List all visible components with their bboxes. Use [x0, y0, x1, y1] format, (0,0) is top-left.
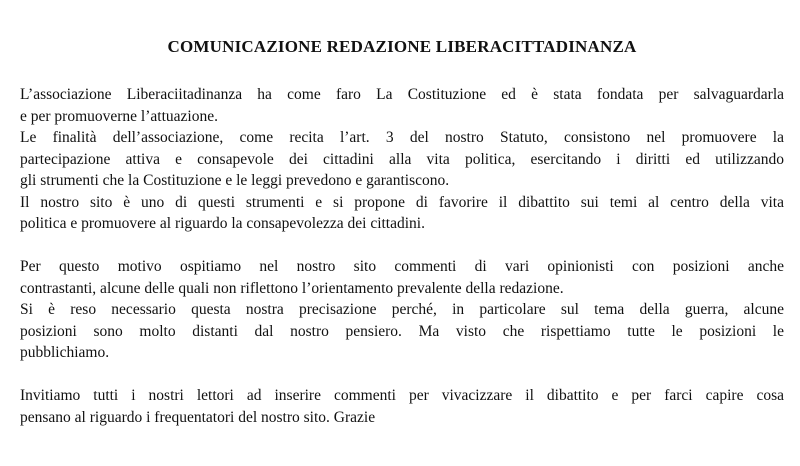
page-title: COMUNICAZIONE REDAZIONE LIBERACITTADINANZA	[167, 37, 637, 56]
document-section	[20, 256, 784, 364]
text-line: posizioni sono molto distanti dal nostro pensiero. Ma visto che rispettiamo tutte le posizioni le	[20, 322, 784, 340]
text-line: Si è reso necessario questa nostra precisazione perché, in particolare sul tema della guerra, alcune	[20, 301, 784, 318]
text-line: contrastanti, alcune delle quali non riflettono l’orientamento prevalente della redazione.	[20, 279, 564, 297]
document-section	[20, 385, 784, 428]
text-line: pubblichiamo.	[20, 344, 110, 361]
document-body	[20, 84, 784, 428]
text-line: gli strumenti che la Costituzione e le leggi prevedono e garantiscono.	[20, 172, 450, 189]
text-line: partecipazione attiva e consapevole dei cittadini alla vita politica, esercitando i diritti ed utilizzando	[20, 150, 784, 168]
text-line: politica e promuovere al riguardo la consapevolezza dei cittadini.	[20, 215, 425, 232]
text-line: Il nostro sito è uno di questi strumenti e si propone di favorire il dibattito sui temi al centro della vita	[20, 193, 784, 211]
text-line: Invitiamo tutti i nostri lettori ad inserire commenti per vivacizzare il dibattito e per farci capire cosa	[20, 387, 784, 404]
paragraph	[20, 192, 784, 235]
document-section	[20, 84, 784, 235]
text-line: Le finalità dell’associazione, come recita l’art. 3 del nostro Statuto, consistono nel promuovere la	[20, 129, 784, 146]
paragraph	[20, 299, 784, 364]
paragraph	[20, 84, 784, 127]
paragraph	[20, 256, 784, 299]
text-line: e per promuoverne l’attuazione.	[20, 107, 218, 125]
text-line: Per questo motivo ospitiamo nel nostro sito commenti di vari opinionisti con posizioni anche	[20, 258, 784, 275]
paragraph	[20, 385, 784, 428]
text-line: pensano al riguardo i frequentatori del nostro sito. Grazie	[20, 408, 376, 426]
text-line: L’associazione Liberaciitadinanza ha come faro La Costituzione ed è stata fondata per salvaguardarla	[20, 86, 784, 103]
paragraph	[20, 127, 784, 192]
